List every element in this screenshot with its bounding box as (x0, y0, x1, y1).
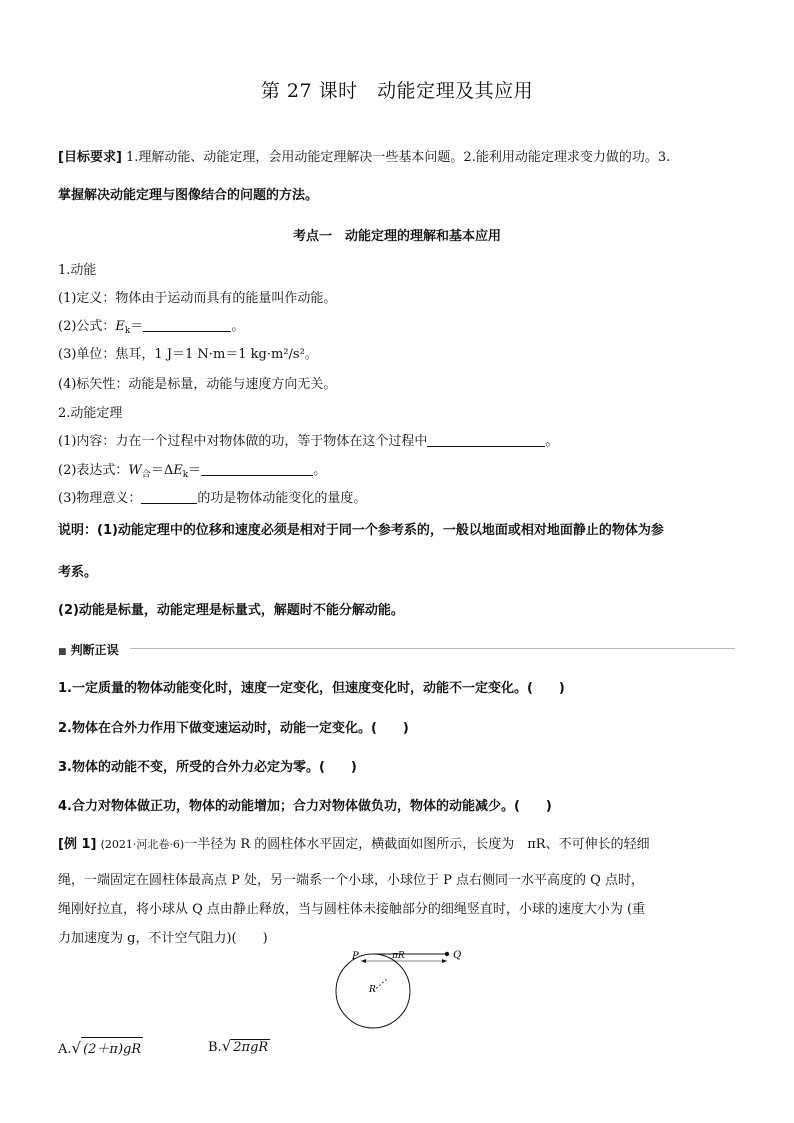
sqrt-icon: √ (221, 1037, 232, 1055)
example-source: (2021·河北卷·6) (100, 838, 185, 851)
goal-line-1 (58, 146, 670, 165)
note-line-3: (2)动能是标量，动能定理是标量式，解题时不能分解动能。 (58, 603, 404, 618)
label-q: Q (453, 950, 462, 961)
label-r: R (369, 985, 376, 995)
square-icon: ■ (58, 647, 67, 657)
blank-formula[interactable] (143, 319, 231, 332)
judge-item-3: 3.物体的动能不变，所受的合外力必定为零。( ) (58, 760, 357, 775)
ball (445, 952, 449, 956)
option-a[interactable]: A.√ (2＋π)gR (58, 1039, 142, 1057)
goal-label: [目标要求] (58, 150, 122, 165)
sqrt-icon: √ (71, 1039, 82, 1057)
judge-item-2: 2.物体在合外力作用下做变速运动时，动能一定变化。( ) (58, 721, 409, 736)
arrow-left (361, 959, 366, 963)
para-content: (1)内容：力在一个过程中对物体做的功，等于物体在这个过程中 。 (58, 434, 559, 449)
blank-meaning[interactable] (141, 491, 197, 504)
example-line-2: 绳，一端固定在圆柱体最高点 P 处，另一端系一个小球，小球位于 P 点右侧同一水平高度的 Q 点时， (58, 873, 644, 888)
cylinder-figure (325, 948, 470, 1032)
judge-header (58, 641, 119, 658)
arrow-right (442, 959, 447, 963)
goal-line-2: 掌握解决动能定理与图像结合的问题的方法。 (58, 188, 319, 203)
option-b[interactable]: B.√ 2πgR (208, 1037, 269, 1055)
judge-item-4: 4.合力对物体做正功，物体的动能增加；合力对物体做负功，物体的动能减少。( ) (58, 799, 552, 814)
judge-title: 判断正误 (70, 643, 119, 657)
example-line-4: 力加速度为 g，不计空气阻力)( ) (58, 931, 268, 946)
para-formula: (2)公式：$E_k=$ 。 (58, 319, 245, 336)
para-unit: (3)单位：焦耳，1 J＝1 N·m＝1 kg·m²/s²。 (58, 347, 318, 362)
para-expression: (2)表达式：$W_合=\Delta E_k=$ 。 (58, 463, 327, 480)
example-line-3: 绳刚好拉直，将小球从 Q 点由静止释放，当与圆柱体未接触部分的细绳竖直时，小球的速度大小为 (重 (58, 902, 646, 917)
para-kinetic-energy: 1.动能 (58, 263, 97, 278)
label-p: P (352, 951, 359, 962)
para-theorem: 2.动能定理 (58, 406, 123, 421)
blank-content[interactable] (427, 434, 545, 447)
para-meaning: (3)物理意义： 的功是物体动能变化的量度。 (58, 491, 367, 506)
goal-text-1: 1.理解动能、动能定理，会用动能定理解决一些基本问题。2.能利用动能定理求变力做的功。3. (126, 150, 671, 165)
note-line-2: 考系。 (58, 565, 98, 580)
example-label: [例 1] (58, 837, 97, 852)
judge-divider (130, 648, 735, 649)
judge-item-1: 1.一定质量的物体动能变化时，速度一定变化，但速度变化时，动能不一定变化。( ) (58, 681, 565, 696)
section-heading: 考点一 动能定理的理解和基本应用 (292, 229, 501, 244)
para-definition: (1)定义：物体由于运动而具有的能量叫作动能。 (58, 291, 337, 306)
example-line-1: [例 1] (2021·河北卷·6)一半径为 R 的圆柱体水平固定，横截面如图所示，长度为 πR、不可伸长的轻细 (58, 837, 650, 852)
label-pir: πR (392, 951, 405, 961)
para-scalar: (4)标矢性：动能是标量，动能与速度方向无关。 (58, 377, 337, 392)
blank-expression[interactable] (201, 463, 313, 476)
page-title: 第 27 课时 动能定理及其应用 (260, 80, 534, 102)
note-line-1: 说明：(1)动能定理中的位移和速度必须是相对于同一个参考系的，一般以地面或相对地面静止的物体为参 (58, 523, 664, 538)
